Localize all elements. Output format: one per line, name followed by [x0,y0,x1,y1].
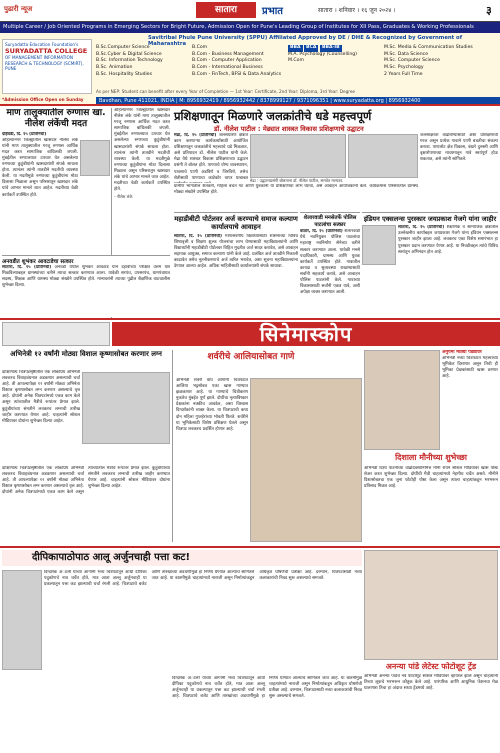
course-badge: BBA [290,45,301,50]
anavadi-body: अनवडी येथील शुभंकर आवटाडे याने दहावीच्या परीक्षेत उत्तम यश मिळविल्याबद्दल ग्रामस्थांच्या वतीने त्याचा सत्कार करण्यात आला. यावेळी सरपंच, उपसरपंच, ग्रामपंचायत सदस्य, शिक्षक आणि ग्रामस्थ मोठ्या संख्येने उपस्थित होते. मान्यवरांनी त्याच्या पुढील शैक्षणिक वाटचालीस शुभेच्छा दिल्या. [2,265,170,289]
course-badge: BBA-IB [321,45,340,50]
section-label: सातारा [196,2,256,18]
disha-body: अभिनेत्री दिशा पाटनीच्या वाढदिवसानिमित्त मौनी रॉयने सोशल मीडियावर खास पोस्ट शेअर करत शुभेच्छा दिल्या. दोघींची मैत्री चाहत्यांमध्ये नेहमीच चर्चेत असते. मौनीने दिशासोबतचा एक जुना फोटोही पोस्ट केला असून त्याला चाहत्यांकडून भरभरून प्रतिसाद मिळत आहे. [364,466,498,490]
abhineta-body-cont: दाक्षिणात्य चित्रपटसृष्टीतील एक लोकप्रिय अभिनेत्री लवकरच विवाहबंधनात अडकणार असल्याची चर्चा आहे. ती आपल्यापेक्षा १२ वर्षांनी मोठ्या अभिनेता विशाल कृष्णासोबत लग्न करणार असल्याचे वृत्त आहे. दोघांनी अनेक चित्रपटांमध्ये एकत्र काम केले असून त्यांच्यातील मैत्रीचे रूपांतर प्रेमात झाले. कुटुंबीयांच्या संमतीने लवकरच लग्नाची तारीख जाहीर करण्यात येणार आहे. चाहत्यांनी सोशल मीडियावर दोघांना शुभेच्छा दिल्या आहेत. [2,466,170,496]
anavadi-title: अनवडीत शुभंकर आवटाडेचा सत्कार [2,259,74,265]
ad-logo-name: SURYADATTA COLLEGE [5,47,88,56]
award-story [362,212,498,317]
left-dateline: दहिवडी, दि. १५ (प्रतिनिधी) [2,131,47,137]
disha-photo [364,350,440,450]
cinemascope-banner: सिनेमास्कोप [112,322,500,346]
course-item: 2 Years Full Time [384,71,423,77]
left-story-body: अहिल्यानगर जिल्ह्यातील खासदार नीलेश लंके यांनी माण तालुक्यातील गरजू रुग्णास आर्थिक मदत करत सामाजिक बांधिलकी जपली. मुंबईतील रुग्णालयात उपचार घेत असलेल्या रुग्णाच्या कुटुंबीयांनी खासदारांशी संपर्क साधला होता. त्यानंतर त्यांनी तातडीने मदतीची व्यवस्था केली. या मदतीमुळे रुग्णाच्या कुटुंबीयांना मोठा दिलासा मिळाला असून परिसरातून खासदार लंके यांचे आभार मानले जात आहेत. मदतीच्या वेळी कार्यकर्ते उपस्थित होते. [2,137,78,198]
mahadbt-title: महाडीबीटी पोर्टलवर अर्ज करण्याचे समाज कल्याण कार्यालयाचे आवाहन [174,215,298,232]
abhineta-title: अभिनेत्री १२ वर्षांनी मोठ्या विशाल कृष्णासोबत करणार लग्न [10,350,162,358]
course-item: B.Com [192,45,208,50]
course-item: M.Sc. Data Science [384,51,429,57]
left-story-body-cont: अहिल्यानगर जिल्ह्यातील खासदार नीलेश लंके यांनी माण तालुक्यातील गरजू रुग्णास आर्थिक मदत करत सामाजिक बांधिलकी जपली. मुंबईतील रुग्णालयात उपचार घेत असलेल्या रुग्णाच्या कुटुंबीयांनी खासदारांशी संपर्क साधला होता. त्यानंतर त्यांनी तातडीने मदतीची व्यवस्था केली. या मदतीमुळे रुग्णाच्या कुटुंबीयांना मोठा दिलासा मिळाला असून परिसरातून खासदार लंके यांचे आभार मानले जात आहेत. मदतीच्या वेळी कार्यकर्ते उपस्थित होते. [114,108,170,193]
course-item: B.Com - International Business [192,64,263,70]
ad-strip: Multiple Career / Job Oriented Programs in Emerging Sectors for Bright Future, Admission Open for Pune's Leading Group of Institutes for XII Pass, Graduates & Working Professionals [0,22,500,33]
masthead-left: पुढारी न्यूज [4,5,33,13]
course-item: M.A. Psychology (Counselling) [288,51,357,57]
disha-side [442,350,498,450]
sharvari-col [176,378,248,542]
course-item: B.Sc. Animation [96,64,133,70]
course-list-a [96,45,191,78]
newspaper-logo: प्रभात [262,6,284,17]
main-body2: ग्रामीण भागातील शेतकरी, महिला बचत गट आणि युवकांनी या प्रशिक्षणाचा लाभ घ्यावा, असे आवाहन आयोजकांनी केले. कार्यक्रमास परिसरातील ग्रामस्थ मोठ्या संख्येने उपस्थित होते. [174,184,418,196]
abhineta-col-1 [2,370,80,464]
disha-title: दिशाला मौनीच्या शुभेच्छा [395,453,467,462]
course-item: M.Sc. Computer Science [384,58,440,64]
ananya-caption: अनन्या पांडे लेटेस्ट फोटोशूट ट्रेंड [385,662,477,671]
ananya-photo [364,550,498,660]
masthead [0,0,500,22]
ad-nep-note: As per NEP: Student can benefit after every Year of Completion — 1st Year: Certificate, 2nd Year: Diploma, 3rd Year: Degree [96,89,356,94]
mahadbt-body: मागासवर्गीय विद्यार्थ्यांसाठी शासनाच्या विविध शिष्यवृत्ती व शिक्षण शुल्क योजनांचा लाभ घेण्यासाठी महाविद्यालयांनी आणि विद्यार्थ्यांनी महाडीबीटी पोर्टलवर विहित मुदतीत अर्ज सादर करावेत, असे आवाहन सहायक आयुक्त, समाज कल्याण यांनी केले आहे. प्रलंबित अर्ज तातडीने निकाली काढावेत तसेच नूतनीकरणाचे अर्ज त्वरित भरावेत, अशा सूचना महाविद्यालयांना देण्यात आल्या आहेत. अधिक माहितीसाठी कार्यालयाशी संपर्क साधावा. [174,233,298,270]
course-item: B.Com - FinTech, BFSI & Data Analytics [192,71,282,77]
award-title: इंडियन एक्सलन्स पुरस्कार जयप्रकाश गेजगे यांना जाहीर [363,215,497,223]
award-body: शैक्षणिक व सामाजिक क्षेत्रातील उल्लेखनीय कार्याबद्दल जयप्रकाश गेजगे यांना इंडियन एक्सलन्स पुरस्कार जाहीर झाला आहे. लवकरच एका विशेष समारंभात हा पुरस्कार प्रदान करण्यात येणार आहे. या निवडीबद्दल त्यांचे विविध स्तरांतून अभिनंदन होत आहे. [398,225,498,255]
course-list-d [384,45,498,78]
course-list-c [288,45,383,65]
main-col-1 [174,133,248,183]
mahadbt-dateline: सातारा, दि. १५ (प्रतिनिधी) [174,233,223,239]
left-story-title: माण तालुक्यातील रुग्णास खा. नीलेश लंकेंची मदत [6,108,106,129]
main-col-2 [174,184,418,210]
main-col-4 [420,133,498,199]
ananya-block [364,662,498,750]
course-item: M.Sc. Media & Communication Studies [384,45,473,50]
course-item: B.Com - Business Management [192,51,264,57]
anavadi-story [2,255,170,317]
college-advertisement [0,33,500,106]
bottom-headline: दीपिकापाठोपाठ आलू अर्जुनचाही पत्ता कट! [2,550,362,566]
disha-side-body: अभिनेत्री नव्या चित्रपटात महत्त्वाच्या भूमिकेत दिसणार असून तिची ही भूमिका प्रेक्षकांसाठी खास ठरणार आहे. [442,355,498,379]
ad-logo-top: Suryadatta Education Foundation's [5,42,79,47]
main-headline-box [174,108,498,124]
ad-subhead: Savitribai Phule Pune University (SPPU) Affiliated Approved by DE / DHE & Recognized by Government of Maharashtra [148,35,463,47]
column-divider [172,350,173,542]
main-body1: जलसंधारण क्षेत्रात काम करणाऱ्या कार्यकर्त्यांसाठी आयोजित प्रशिक्षणातून जलक्रांतीचे महत्त्वाचे धडे मिळतात, असे प्रतिपादन डॉ. नीलेश पाटील यांनी केले. मेढा येथे शाश्वत विकास प्रशिक्षणाच्या उद्घाटन प्रसंगी ते बोलत होते. पाण्याचे योग्य व्यवस्थापन, पावसाचे पाणी अडविणे व जिरविणे, तसेच शेतीसाठी पाण्याचा काटेकोर वापर याबाबत [174,133,248,181]
section-rule [0,546,500,548]
abhineta-body: दाक्षिणात्य चित्रपटसृष्टीतील एक लोकप्रिय अभिनेत्री लवकरच विवाहबंधनात अडकणार असल्याची चर्चा आहे. ती आपल्यापेक्षा १२ वर्षांनी मोठ्या अभिनेता विशाल कृष्णासोबत लग्न करणार असल्याचे वृत्त आहे. दोघांनी अनेक चित्रपटांमध्ये एकत्र काम केले असून त्यांच्यातील मैत्रीचे रूपांतर प्रेमात झाले. कुटुंबीयांच्या संमतीने लवकरच लग्नाची तारीख जाहीर करण्यात येणार आहे. चाहत्यांनी सोशल मीडियावर दोघांना शुभेच्छा दिल्या आहेत. [2,370,80,424]
course-item: B.Sc.Cyber & Digital Science [96,51,162,57]
left-photo-caption: - नीलेश लंके [114,194,133,200]
main-photo-1 [250,134,346,178]
ad-admission-note: *Admission Office Open on Sunday [2,97,84,102]
shelarwadi-story [300,212,360,317]
sharvari-title: शर्वरीचे आलियासोबत गाणे [207,352,295,362]
course-item: M.Sc. Psychology [384,64,424,70]
course-item: B.Sc. Hospitality Studies [96,71,153,77]
bottom-continuation [172,676,362,750]
course-item: B.Com - Computer Application [192,58,262,64]
course-item: B.Sc.Computer Science [96,45,150,50]
disha-col [364,466,498,542]
mahadbt-story [174,212,298,317]
ananya-body: अभिनेत्री अनन्या पांडेचे नवे फोटोशूट सोशल मीडियावर व्हायरल झाले असून चाहत्यांनी तिच्या लूकचे भरभरून कौतुक केले आहे. पारंपरिक आणि आधुनिक फॅशनचा मेळ घालणारा तिचा हा अंदाज सध्या ट्रेंडमध्ये आहे. [364,674,498,692]
main-photo-caption: मेढा : उद्घाटनप्रसंगी बोलताना डॉ. नीलेश पाटील, समवेत मान्यवर. [250,178,344,183]
ad-logo-sub: OF MANAGEMENT INFORMATION RESEARCH & TECHNOLOGY (SCMIRT), PUNE [5,55,84,71]
main-subhead: डॉ. नीलेश पाटील : मेढ्यात शास्त्रत विकास प्रशिक्षणाचे उद्घाटन [214,125,364,133]
abhineta-col-2 [2,466,170,544]
disha-caption: अनुपमा मोठ्या पडद्यावर [442,350,482,355]
page-number: ३ [486,4,492,17]
anavadi-dateline: सातारा, दि. १५ (प्रतिनिधी) [2,265,52,270]
main-photo-2 [348,134,418,178]
course-badge: BCA [306,45,317,50]
allu-arjun-photo [2,570,42,670]
bottom-body-cont: दिग्दर्शक अॅटली यांच्या आगामी भव्य चित्रपटातून आधी दीपिका पदुकोणचे नाव चर्चेत होते, मात्र आता अल्लू अर्जुनचाही या प्रकल्पातून पत्ता कट झाल्याची चर्चा रंगली आहे. चित्रपटाचे बजेट आणि तारखांच्या अडचणींमुळे हा निर्णय घेण्यात आल्याचे सांगितले जात आहे. या बातमीमुळे चाहत्यांमध्ये नाराजी असून निर्मात्यांकडून अधिकृत घोषणेची प्रतीक्षा आहे. दरम्यान, चित्रपटासाठी नव्या कलाकारांची निवड सुरू असल्याचे समजते. [172,676,362,700]
course-list-b [192,45,287,78]
masthead-date: सातारा । शनिवार । १६ जून २०२४ । [318,7,396,14]
shelarwadi-dateline: वाठार, दि. १५ (प्रतिनिधी) [300,229,343,235]
shelarwadi-body: शेलारवाडी येथे नवनियुक्त पोलिस पाटलांचा महाराष्ट्र नवनिर्माण सेनेच्या वतीने सत्कार करण्यात आला. यावेळी मनसे पदाधिकारी, ग्रामस्थ आणि युवक कार्यकर्ते उपस्थित होते. गावातील कायदा व सुव्यवस्था राखण्यासाठी सर्वांनी सहकार्य करावे, असे आवाहन पोलिस पाटलांनी केले. गावाच्या विकासासाठी सर्वांनी एकत्र यावे, अशी अपेक्षा व्यक्त करण्यात आली. [300,229,360,296]
shelarwadi-title: शेलारवाडी मनसेतर्फे पोलिस पाटलांचा सत्कार [303,215,357,228]
main-body3: जलसाक्षरता वाढविण्यासाठी अशा प्रशिक्षणांची गरज असून प्रत्येक गावाने पाणी बचतीचा संकल्प करावा. पाणलोट क्षेत्र विकास, बंधारे दुरुस्ती आणि वृक्षारोपणाच्या माध्यमातून गावे स्वयंपूर्ण होऊ शकतात, असे त्यांनी सांगितले. [420,133,498,163]
ad-address: Bavdhan, Pune 411021, INDIA | M: 8956932419 / 8956932442 / 8378999127 / 9371096351 | www.suryadatta.org | 8956932400 [96,97,500,106]
bottom-body: दिग्दर्शक अॅटली यांच्या आगामी भव्य चित्रपटातून आधी दीपिका पदुकोणचे नाव चर्चेत होते, मात्र आता अल्लू अर्जुनचाही या प्रकल्पातून पत्ता कट झाल्याची चर्चा रंगली आहे. चित्रपटाचे बजेट आणि तारखांच्या अडचणींमुळे हा निर्णय घेण्यात आल्याचे सांगितले जात आहे. या बातमीमुळे चाहत्यांमध्ये नाराजी असून निर्मात्यांकडून अधिकृत घोषणेची प्रतीक्षा आहे. दरम्यान, चित्रपटासाठी नव्या कलाकारांची निवड सुरू असल्याचे समजते. [44,570,362,588]
sharvari-photo [250,378,362,542]
main-headline: प्रशिक्षणातून मिळणारे जलक्रांतीचे धडे महत्त्वपूर्ण [174,109,372,123]
actor-couple-photo [82,372,170,444]
award-dateline: सातारा, दि. १५ (प्रतिनिधी) [398,225,445,231]
gejge-photo [362,225,396,265]
sharvari-body: अभिनेत्री शर्वरी वाघ आगामी चित्रपटात आलिया भट्टसोबत एका खास गाण्यात झळकणार आहे. या गाण्याचे चित्रीकरण नुकतेच मुंबईत पूर्ण झाले. दोघींचा नृत्याविष्कार प्रेक्षकांना नक्कीच आवडेल, असा विश्वास दिग्दर्शकांनी व्यक्त केला. या चित्रपटाची कथा दोन महिला गुप्तहेरांच्या भोवती फिरते. शर्वरीने या भूमिकेसाठी विशेष प्रशिक्षण घेतले असून चित्रपट लवकरच प्रदर्शित होणार आहे. [176,378,248,432]
cinema-strip-image [2,322,110,346]
course-item: M.Com [288,58,304,64]
college-logo-block [2,39,92,94]
course-item: B.Sc. Information Technology [96,58,163,64]
nilesh-lanke-photo [80,140,110,176]
main-dateline: मेढा, दि. १५ (प्रतिनिधी) [174,133,217,138]
